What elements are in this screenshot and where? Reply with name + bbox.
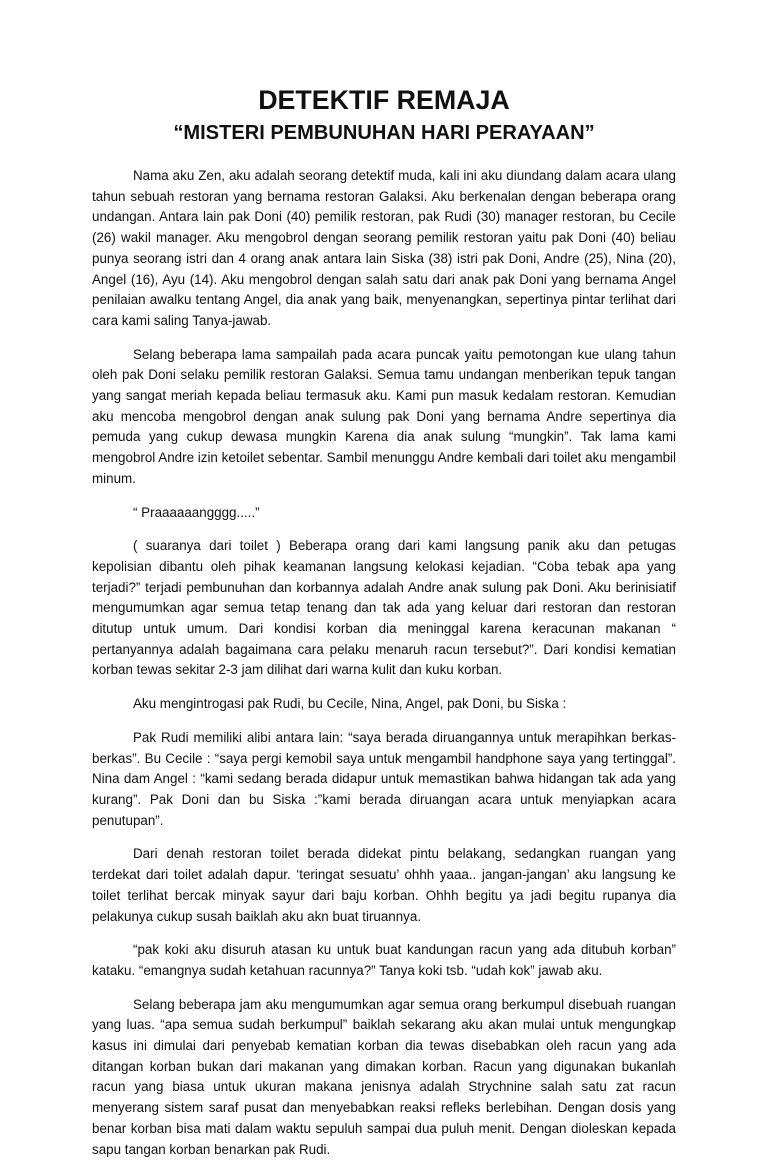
- paragraph-1: Nama aku Zen, aku adalah seorang detektif muda, kali ini aku diundang dalam acara ulang tahun sebuah restoran yang bernama restoran Galaksi. Aku berkenalan dengan beberapa orang undangan. Antara lain pak Doni (40) pemilik restoran, pak Rudi (30) manager restoran, bu Cecile (26) wakil manager. Aku mengobrol dengan seorang pemilik restoran yaitu pak Doni (40) beliau punya seorang istri dan 4 orang anak antara lain Siska (38) istri pak Doni, Andre (25), Nina (20), Angel (16), Ayu (14). Aku mengobrol dengan salah satu dari anak pak Doni yang bernama Angel penilaian awalku tentang Angel, dia anak yang baik, menyenangkan, sepertinya pintar terlihat dari cara kami saling Tanya-jawab.: [92, 168, 676, 328]
- document-subtitle: “MISTERI PEMBUNUHAN HARI PERAYAAN”: [173, 122, 595, 144]
- paragraph-5: Aku mengintrogasi pak Rudi, bu Cecile, Nina, Angel, pak Doni, bu Siska :: [133, 696, 567, 712]
- paragraph-8: “pak koki aku disuruh atasan ku untuk buat kandungan racun yang ada ditubuh korban” kataku. “emangnya sudah ketahuan racunnya?” Tanya koki tsb. “udah kok” jawab aku.: [92, 942, 676, 978]
- paragraph-6: Pak Rudi memiliki alibi antara lain: “saya berada diruangannya untuk merapihkan berkas-berkas”. Bu Cecile : “saya pergi kemobil saya untuk mengambil handphone saya yang tertinggal”. Nina dam Angel : “kami sedang berada didapur untuk memastikan bahwa hidangan tak ada yang kurang”. Pak Doni dan bu Siska :”kami berada diruangan acara untuk menyiapkan acara penutupan”.: [92, 729, 676, 828]
- paragraph-9: Selang beberapa jam aku mengumumkan agar semua orang berkumpul disebuah ruangan yang luas. “apa semua sudah berkumpul” baiklah sekarang aku akan mulai untuk mengungkap kasus ini dimulai dari penyebab kematian korban dia tewas disebabkan oleh racun yang ada ditangan korban bukan dari makanan yang dimakan korban. Racun yang digunakan bukanlah racun yang biasa untuk ukuran makana jenisnya adalah Strychnine salah satu zat racun menyerang sistem saraf pusat dan menyebabkan reaksi refleks berlebihan. Dengan dosis yang benar korban bisa mati dalam waktu sepuluh sampai dua puluh menit. Dengan dioleskan kepada sapu tangan korban benarkan pak Rudi.: [92, 996, 676, 1157]
- document-title: DETEKTIF REMAJA: [258, 85, 510, 115]
- paragraph-3: “ Praaaaaangggg.....”: [133, 504, 260, 520]
- paragraph-4: ( suaranya dari toilet ) Beberapa orang dari kami langsung panik aku dan petugas kepolisian dibantu oleh pihak keamanan langsung kelokasi kejadian. “Coba tebak apa yang terjadi?” terjadi pembunuhan dan korbannya adalah Andre anak sulung pak Doni. Aku berinisiatif mengumumkan agar semua tetap tenang dan tak ada yang keluar dari restoran dan restoran ditutup untuk umum. Dari kondisi korban dia meninggal karena keracunan makanan “ pertanyannya adalah bagaimana cara pelaku menaruh racun tersebut?”. Dari kondisi kematian korban tewas sekitar 2-3 jam dilihat dari warna kulit dan kuku korban.: [92, 538, 676, 678]
- paragraph-2: Selang beberapa lama sampailah pada acara puncak yaitu pemotongan kue ulang tahun oleh pak Doni selaku pemilik restoran Galaksi. Semua tamu undangan menberikan tepuk tangan yang sangat meriah kepada beliau termasuk aku. Kami pun masuk kedalam restoran. Kemudian aku mencoba mengobrol dengan anak sulung pak Doni yang bernama Andre sepertinya dia pemuda yang cukup dewasa mungkin Karena dia anak sulung “mungkin”. Tak lama kami mengobrol Andre izin ketoilet sebentar. Sambil menunggu Andre kembali dari toilet aku mengambil minum.: [92, 346, 676, 486]
- paragraph-7: Dari denah restoran toilet berada didekat pintu belakang, sedangkan ruangan yang terdekat dari toilet adalah dapur. ‘teringat sesuatu’ ohhh yaaa.. jangan-jangan’ aku langsung ke toilet terlihat bercak minyak sayur dari baju korban. Ohhh begitu ya jadi begitu rupanya dia pelakunya cukup susah baiklah aku akn buat tiruannya.: [92, 846, 676, 924]
